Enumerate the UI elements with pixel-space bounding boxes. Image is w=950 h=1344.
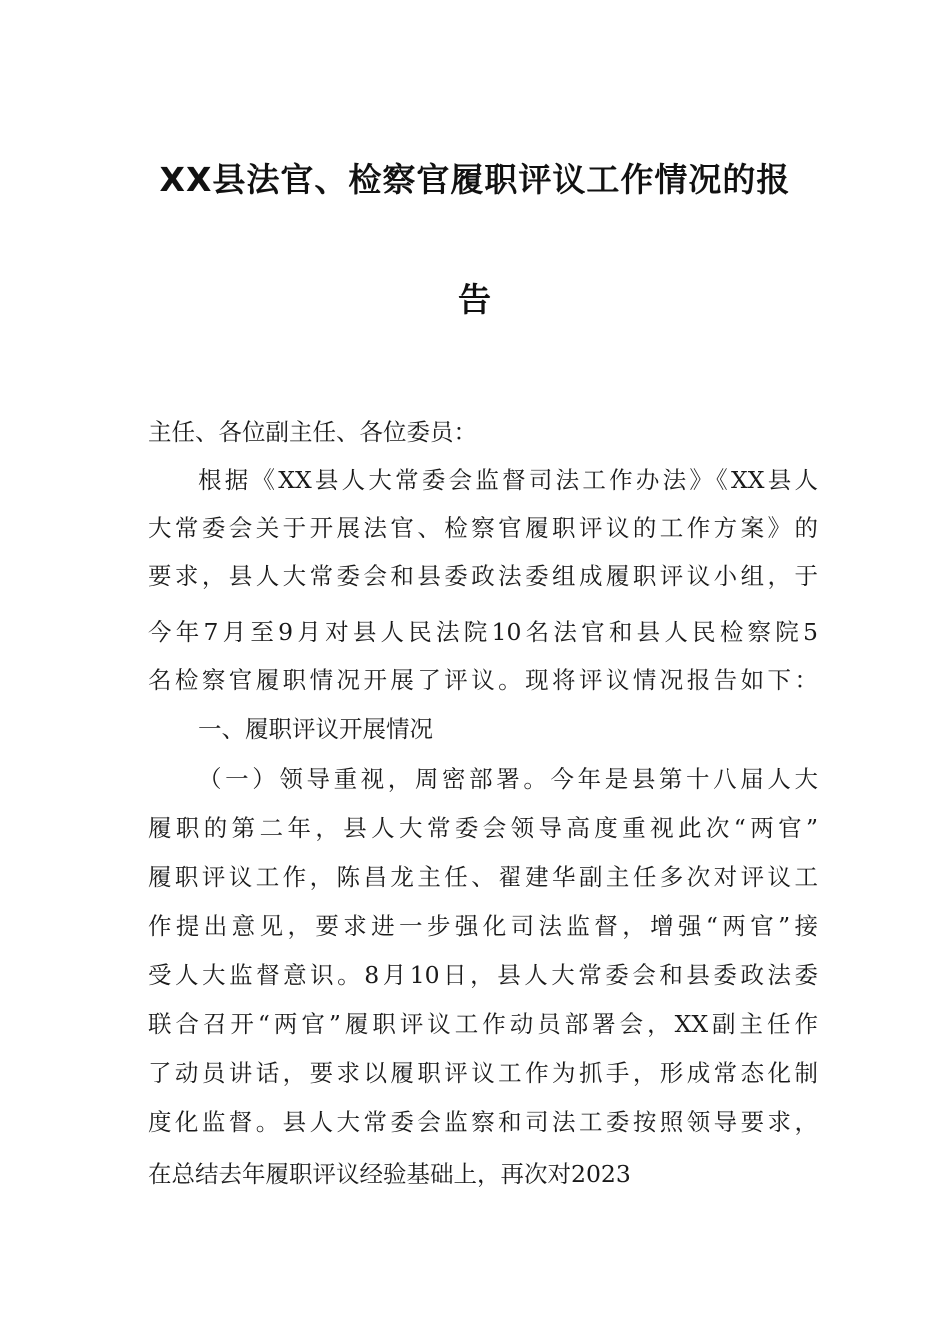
paragraph-1-line: 名检察官履职情况开展了评议。现将评议情况报告如下： bbox=[148, 666, 818, 694]
paragraph-2-line: 受人大监督意识。8月10日，县人大常委会和县委政法委 bbox=[148, 961, 818, 989]
paragraph-2-line: 作提出意见，要求进一步强化司法监督，增强“两官”接 bbox=[148, 912, 818, 940]
document-title-line-2: 告 bbox=[458, 280, 492, 319]
paragraph-1-line: 要求，县人大常委会和县委政法委组成履职评议小组，于 bbox=[148, 562, 818, 590]
paragraph-1-line: 根据《XX县人大常委会监督司法工作办法》《XX县人 bbox=[198, 466, 818, 494]
paragraph-2-line: 在总结去年履职评议经验基础上，再次对2023 bbox=[148, 1160, 631, 1188]
document-title-line-1: XX县法官、检察官履职评议工作情况的报 bbox=[159, 160, 791, 199]
paragraph-1-line: 大常委会关于开展法官、检察官履职评议的工作方案》的 bbox=[148, 514, 818, 542]
paragraph-2-line: 履职评议工作，陈昌龙主任、翟建华副主任多次对评议工 bbox=[148, 863, 818, 891]
paragraph-1-line: 今年7月至9月对县人民法院10名法官和县人民检察院5 bbox=[148, 618, 818, 646]
section-heading: 一、履职评议开展情况 bbox=[198, 715, 433, 743]
paragraph-2-line: 联合召开“两官”履职评议工作动员部署会，XX副主任作 bbox=[148, 1010, 818, 1038]
paragraph-2-line: 了动员讲话，要求以履职评议工作为抓手，形成常态化制 bbox=[148, 1059, 818, 1087]
paragraph-2-line: 度化监督。县人大常委会监察和司法工委按照领导要求， bbox=[148, 1108, 818, 1136]
paragraph-2-line: 履职的第二年，县人大常委会领导高度重视此次“两官” bbox=[148, 814, 818, 842]
paragraph-2-line: （一）领导重视，周密部署。今年是县第十八届人大 bbox=[198, 765, 818, 793]
salutation: 主任、各位副主任、各位委员： bbox=[148, 418, 477, 446]
